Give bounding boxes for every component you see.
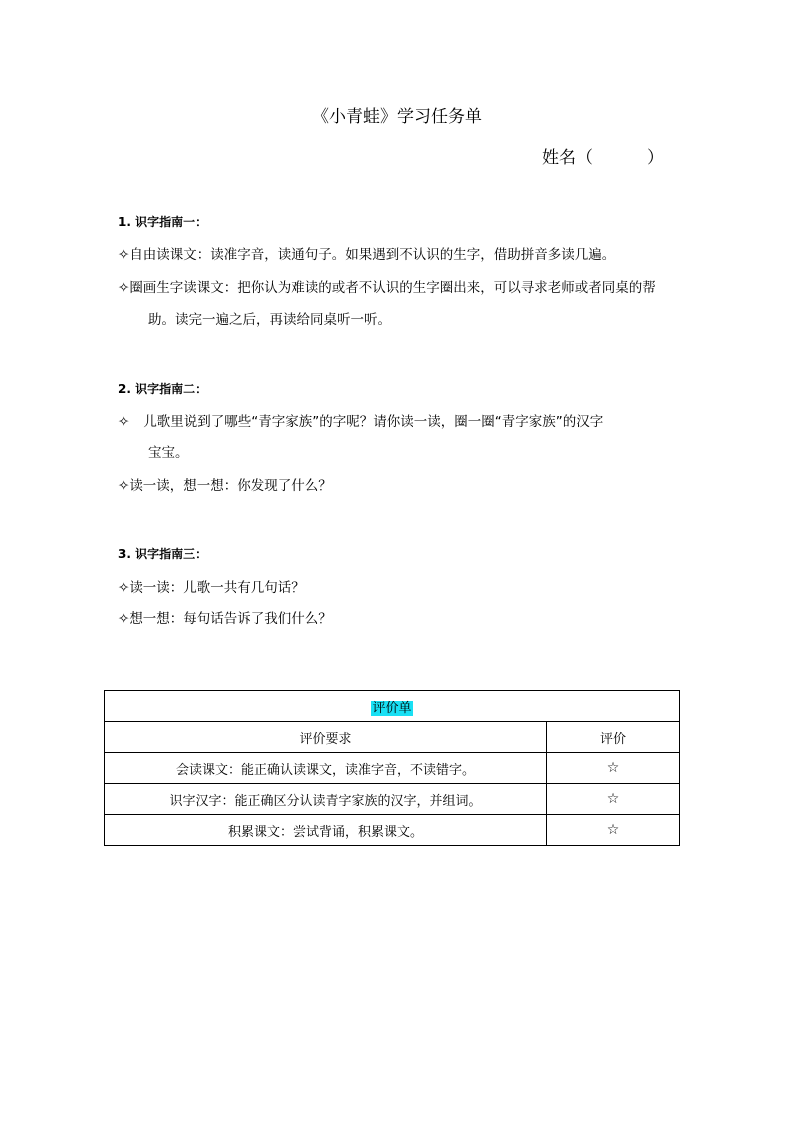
- line-text: 读一读，想一想：你发现了什么？: [129, 478, 332, 494]
- table-row: [105, 753, 680, 784]
- requirement-cell: 积累课文：尝试背诵，积累课文。: [105, 815, 547, 846]
- requirement-cell: 会读课文：能正确认读课文，读准字音，不读错字。: [105, 753, 547, 784]
- table-row: [105, 784, 680, 815]
- section-3-heading: 3. 识字指南三：: [118, 547, 208, 561]
- page-title: 《小青蛙》学习任务单: [312, 107, 482, 127]
- header-requirement: 评价要求: [105, 722, 547, 753]
- section-1-line-3: [148, 311, 391, 329]
- evaluation-title-row: [105, 691, 680, 722]
- line-text: 读一读：儿歌一共有几句话？: [129, 580, 305, 596]
- evaluation-header-row: [105, 722, 680, 753]
- line-text: 圈画生字读课文：把你认为难读的或者不认识的生字圈出来，可以寻求老师或者同桌的帮: [129, 280, 656, 296]
- section-1-line-1: [118, 246, 615, 264]
- evaluation-title: 评价单: [372, 700, 412, 716]
- line-text: 助。读完一遍之后，再读给同桌听一听。: [148, 312, 391, 328]
- diamond-bullet-icon: ✧: [118, 247, 130, 263]
- diamond-bullet-icon: ✧: [118, 478, 130, 494]
- star-rating-icon[interactable]: ☆: [547, 784, 680, 815]
- section-2-heading: 2. 识字指南二：: [118, 382, 208, 396]
- evaluation-title-cell: [105, 691, 680, 722]
- header-rating: 评价: [547, 722, 680, 753]
- section-3-line-2: [118, 610, 332, 628]
- line-text: 宝宝。: [148, 445, 189, 461]
- requirement-cell: 识字汉字：能正确区分认读青字家族的汉字，并组词。: [105, 784, 547, 815]
- diamond-bullet-icon: ✧: [118, 611, 130, 627]
- section-1-heading: 1. 识字指南一：: [118, 215, 208, 229]
- line-text: 儿歌里说到了哪些“青字家族”的字呢？请你读一读，圈一圈“青字家族”的汉字: [143, 414, 604, 430]
- line-text: 想一想：每句话告诉了我们什么？: [129, 611, 332, 627]
- section-2-line-1: [118, 413, 603, 431]
- diamond-bullet-icon: ✧: [118, 580, 130, 596]
- student-name-field: 姓名（ ）: [542, 148, 665, 168]
- star-rating-icon[interactable]: ☆: [547, 815, 680, 846]
- line-text: 自由读课文：读准字音，读通句子。如果遇到不认识的生字，借助拼音多读几遍。: [129, 247, 616, 263]
- table-row: [105, 815, 680, 846]
- diamond-bullet-icon: ✧: [118, 414, 130, 430]
- star-rating-icon[interactable]: ☆: [547, 753, 680, 784]
- section-3-line-1: [118, 579, 305, 597]
- section-1-line-2: [118, 279, 656, 297]
- diamond-bullet-icon: ✧: [118, 280, 130, 296]
- section-2-line-3: [118, 477, 332, 495]
- evaluation-table: [104, 690, 680, 846]
- section-2-line-2: [148, 444, 189, 462]
